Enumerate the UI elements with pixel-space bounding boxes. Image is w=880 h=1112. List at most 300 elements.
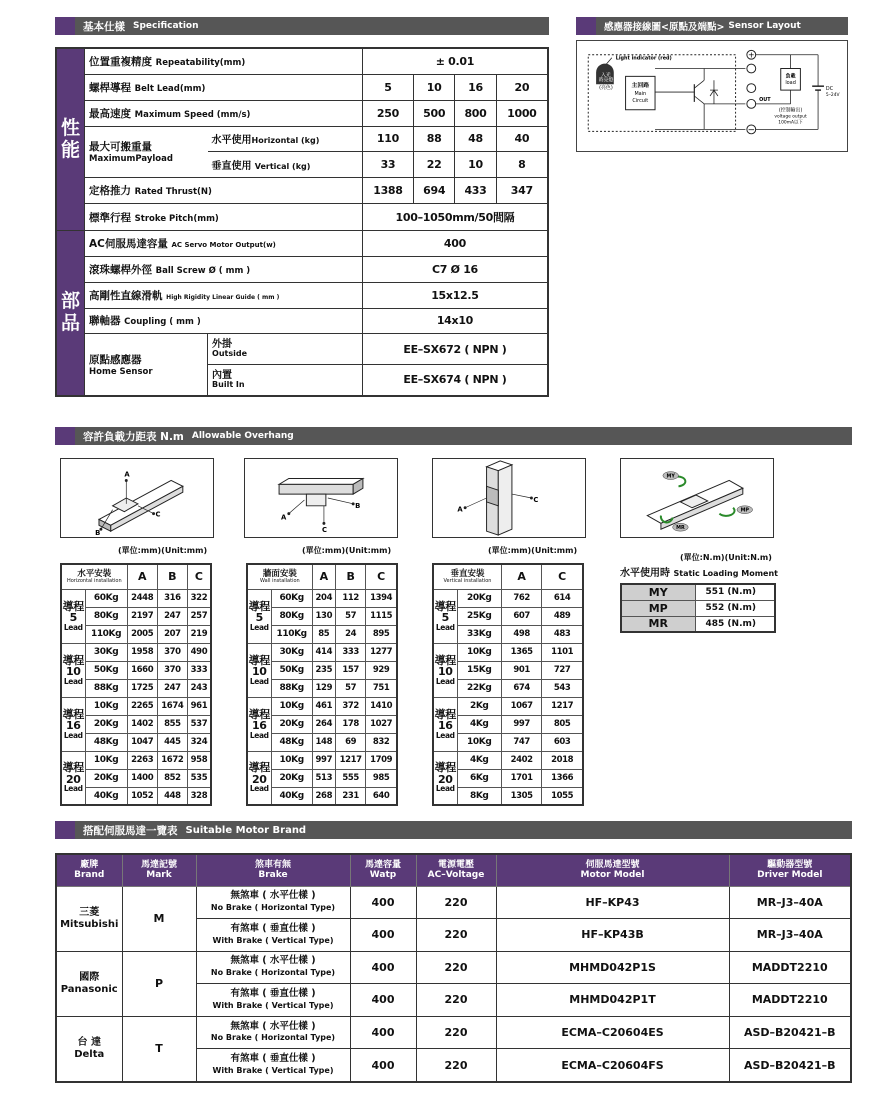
table-cell: 80Kg	[271, 607, 312, 625]
overhang-title: 容許負載力距表 N.m	[83, 430, 184, 443]
moment-key: MR	[621, 616, 695, 632]
outside-sensor-value: EE–SX672 ( NPN )	[362, 334, 548, 365]
brake-type: 有煞車 ( 垂直仕樣 )	[230, 922, 316, 934]
spec-title: 基本仕樣	[83, 20, 125, 33]
brake-type: 無煞車 ( 水平仕樣 )	[230, 955, 316, 967]
table-cell: 1410	[366, 697, 397, 715]
vertical-payload: 8	[496, 152, 548, 178]
table-cell: 85	[312, 625, 335, 643]
brake-type-en: With Brake ( Vertical Type)	[212, 1066, 334, 1076]
table-cell: 674	[501, 679, 541, 697]
motor-voltage: 220	[416, 1016, 496, 1049]
table-cell: 268	[312, 787, 335, 805]
motor-model: MHMD042P1T	[496, 984, 729, 1017]
motor-voltage: 220	[416, 951, 496, 984]
horizontal-install-label-en: Horizontal installation	[66, 577, 122, 584]
wall-install-diagram	[244, 458, 398, 538]
table-cell: 2402	[501, 751, 541, 769]
table-cell: 130	[312, 607, 335, 625]
control-output-en: voltage output	[774, 114, 807, 120]
table-cell: 555	[335, 769, 365, 787]
lead-char: 導程	[248, 653, 270, 667]
table-cell: 10Kg	[457, 733, 501, 751]
speed-value: 800	[455, 100, 496, 126]
horizontal-payload: 48	[455, 126, 496, 152]
lead-word: Lead	[435, 730, 455, 740]
lead-number: 10	[251, 665, 267, 679]
table-cell: 1055	[542, 787, 583, 805]
brand-name-en: Delta	[74, 1048, 105, 1060]
horizontal-payload: 40	[496, 126, 548, 152]
table-cell: 1660	[127, 661, 157, 679]
sensor-title: 感應器接線圖<原點及端點>	[604, 22, 725, 33]
ball-screw-label: 滾珠螺桿外徑	[89, 263, 153, 276]
home-sensor-label-en: Home Sensor	[89, 367, 153, 378]
vertical-install-diagram	[432, 458, 586, 538]
table-cell: 985	[366, 769, 397, 787]
thrust-value: 694	[414, 178, 455, 204]
brake-type: 無煞車 ( 水平仕樣 )	[230, 890, 316, 902]
sensor-title-en: Sensor Layout	[728, 21, 801, 31]
motor-watt: 400	[350, 919, 416, 952]
table-cell: 2265	[127, 697, 157, 715]
lead-number: 16	[437, 719, 453, 733]
driver-model: MADDT2210	[729, 984, 851, 1017]
table-cell: 1101	[542, 643, 583, 661]
table-cell: 1958	[127, 643, 157, 661]
table-cell: 997	[501, 715, 541, 733]
table-cell: 490	[187, 643, 211, 661]
speed-label: 最高速度	[89, 107, 132, 120]
vertical-install-label: 垂直安裝	[450, 569, 485, 579]
lead-word: Lead	[63, 622, 83, 632]
table-cell: 264	[312, 715, 335, 733]
vertical-payload: 10	[455, 152, 496, 178]
payload-label: 最大可搬重量	[89, 141, 153, 154]
header-motor-model: 伺服馬達型號	[585, 859, 640, 870]
ball-screw-label-en: Ball Screw Ø ( mm )	[155, 265, 251, 276]
table-cell: 1115	[366, 607, 397, 625]
lead-char: 導程	[62, 599, 84, 613]
table-cell: 324	[187, 733, 211, 751]
terminal-icon	[747, 84, 756, 93]
overhang-title-en: Allowable Overhang	[191, 431, 294, 441]
thrust-value: 347	[496, 178, 548, 204]
table-cell: 929	[366, 661, 397, 679]
rotation-arrow-icon	[719, 508, 734, 516]
dc-voltage: 5–24V	[825, 93, 840, 98]
thrust-label-en: Rated Thrust(N)	[134, 187, 212, 198]
table-cell: 448	[157, 787, 187, 805]
table-cell: 48Kg	[271, 733, 312, 751]
vertical-label: 垂直使用	[211, 161, 252, 173]
table-cell: 30Kg	[271, 643, 312, 661]
table-cell: 333	[187, 661, 211, 679]
driver-model: MADDT2210	[729, 951, 851, 984]
table-cell: 204	[312, 589, 335, 607]
motor-watt: 400	[350, 886, 416, 919]
speed-value: 1000	[496, 100, 548, 126]
lead-number: 16	[251, 719, 267, 733]
lead-label: 螺桿導程	[89, 81, 132, 94]
lead-char: 導程	[62, 761, 84, 775]
table-cell: 69	[335, 733, 365, 751]
main-circuit-cn: 主回路	[631, 83, 650, 90]
table-cell: 10Kg	[85, 751, 127, 769]
spec-section-bar	[55, 17, 549, 35]
motor-watt: 400	[350, 951, 416, 984]
table-cell: 235	[312, 661, 335, 679]
lead-number: 20	[65, 772, 81, 786]
lead-char: 導程	[62, 707, 84, 721]
brake-type-en: No Brake ( Horizontal Type)	[210, 1033, 336, 1043]
driver-model: MR–J3–40A	[729, 919, 851, 952]
table-cell: 1277	[366, 643, 397, 661]
moment-key: MY	[621, 584, 695, 600]
motor-output-label-en: AC Servo Motor Output(w)	[171, 241, 276, 250]
table-cell: 762	[501, 589, 541, 607]
in-light-label: 入光	[601, 72, 611, 79]
table-cell: 110Kg	[271, 625, 312, 643]
table-cell: 60Kg	[85, 589, 127, 607]
lead-word: Lead	[435, 784, 455, 794]
lead-word: Lead	[63, 784, 83, 794]
table-cell: 20Kg	[271, 769, 312, 787]
horizontal-payload: 110	[362, 126, 413, 152]
table-cell: 4Kg	[457, 751, 501, 769]
table-cell: 414	[312, 643, 335, 661]
stroke-label: 標準行程	[89, 211, 132, 224]
table-cell: 607	[501, 607, 541, 625]
overhang-section-bar	[55, 427, 852, 445]
rotation-arrow-icon	[677, 477, 686, 487]
table-cell: 10Kg	[457, 643, 501, 661]
table-cell: 247	[157, 679, 187, 697]
vertical-payload: 33	[362, 152, 413, 178]
col-a-header: A	[127, 564, 157, 589]
outside-label-en: Outside	[212, 349, 248, 359]
table-cell: 4Kg	[457, 715, 501, 733]
table-cell: 489	[542, 607, 583, 625]
minus-sign: −	[747, 125, 755, 136]
coupling-value: 14x10	[362, 308, 548, 334]
table-cell: 543	[542, 679, 583, 697]
coupling-label-en: Coupling ( mm )	[124, 317, 201, 328]
table-cell: 997	[312, 751, 335, 769]
spec-title-en: Specification	[133, 21, 199, 31]
category-performance: 性能	[56, 48, 85, 231]
horizontal-payload: 88	[414, 126, 455, 152]
table-cell: 640	[366, 787, 397, 805]
motor-mark: T	[122, 1016, 196, 1082]
spec-table	[55, 47, 549, 397]
table-cell: 805	[542, 715, 583, 733]
terminal-icon	[747, 64, 756, 73]
section-accent	[576, 17, 596, 35]
table-cell: 614	[542, 589, 583, 607]
table-cell: 832	[366, 733, 397, 751]
axis-b-letter: B	[95, 529, 101, 538]
builtin-label: 內置	[212, 369, 233, 381]
table-cell: 316	[157, 589, 187, 607]
lead-word: Lead	[249, 676, 269, 686]
payload-label-en: MaximumPayload	[89, 154, 173, 165]
moment-title	[620, 564, 778, 579]
brand-name: 三菱	[79, 906, 100, 918]
lead-word: Lead	[435, 676, 455, 686]
table-cell: 895	[366, 625, 397, 643]
lead-word: Lead	[435, 622, 455, 632]
table-cell: 855	[157, 715, 187, 733]
lead-word: Lead	[63, 676, 83, 686]
my-marker: MY	[666, 473, 675, 480]
brand-name-en: Mitsubishi	[60, 918, 119, 930]
section-accent	[55, 821, 75, 839]
linear-guide-label-en: High Rigidity Linear Guide ( mm )	[166, 293, 280, 301]
stroke-value: 100–1050mm/50間隔	[362, 203, 548, 230]
table-cell: 33Kg	[457, 625, 501, 643]
header-driver-model-en: Driver Model	[757, 870, 823, 881]
motor-model: HF–KP43	[496, 886, 729, 919]
builtin-label-en: Built In	[212, 379, 245, 389]
table-cell: 207	[157, 625, 187, 643]
table-cell: 1400	[127, 769, 157, 787]
table-cell: 2005	[127, 625, 157, 643]
table-cell: 20Kg	[271, 715, 312, 733]
table-cell: 60Kg	[271, 589, 312, 607]
axis-a-letter: A	[457, 505, 463, 514]
horizontal-install-label: 水平安裝	[77, 569, 112, 579]
motor-section-bar	[55, 821, 852, 839]
table-cell: 372	[335, 697, 365, 715]
horizontal-label-en: Horizontal (kg)	[251, 136, 320, 146]
col-c-header: C	[542, 564, 583, 589]
vertical-payload: 22	[414, 152, 455, 178]
table-cell: 901	[501, 661, 541, 679]
table-cell: 370	[157, 643, 187, 661]
table-cell: 22Kg	[457, 679, 501, 697]
lead-word: Lead	[249, 622, 269, 632]
in-light-label-2: 時亮燈	[598, 77, 614, 84]
table-cell: 10Kg	[85, 697, 127, 715]
driver-model: MR–J3–40A	[729, 886, 851, 919]
table-cell: 461	[312, 697, 335, 715]
lead-word: Lead	[63, 730, 83, 740]
motor-mark: M	[122, 886, 196, 951]
section-accent	[55, 17, 75, 35]
axis-a-letter: A	[281, 513, 287, 522]
table-cell: 1217	[335, 751, 365, 769]
table-cell: 445	[157, 733, 187, 751]
lead-value: 20	[496, 75, 548, 101]
lead-number: 10	[437, 665, 453, 679]
unit-label: (單位:mm)(Unit:mm)	[118, 546, 208, 555]
table-cell: 157	[335, 661, 365, 679]
table-cell: 112	[335, 589, 365, 607]
lead-number: 20	[251, 772, 267, 786]
lead-number: 16	[65, 719, 81, 733]
table-cell: 1366	[542, 769, 583, 787]
motor-voltage: 220	[416, 1049, 496, 1082]
vertical-overhang-table	[432, 563, 584, 806]
table-cell: 20Kg	[457, 589, 501, 607]
table-cell: 2448	[127, 589, 157, 607]
motor-voltage: 220	[416, 919, 496, 952]
moment-title-en: Static Loading Moment	[673, 569, 778, 578]
table-cell: 1217	[542, 697, 583, 715]
table-cell: 2197	[127, 607, 157, 625]
unit-label: (單位:mm)(Unit:mm)	[302, 546, 392, 555]
table-cell: 1067	[501, 697, 541, 715]
table-cell: 498	[501, 625, 541, 643]
table-cell: 257	[187, 607, 211, 625]
table-cell: 88Kg	[85, 679, 127, 697]
table-cell: 30Kg	[85, 643, 127, 661]
table-cell: 328	[187, 787, 211, 805]
col-c-header: C	[187, 564, 211, 589]
motor-voltage: 220	[416, 886, 496, 919]
header-mark-en: Mark	[146, 870, 172, 881]
outside-label: 外掛	[212, 339, 233, 351]
axis-c-letter: C	[155, 510, 161, 519]
motor-title-en: Suitable Motor Brand	[185, 824, 307, 836]
lead-char: 導程	[434, 707, 456, 721]
stroke-label-en: Stroke Pitch(mm)	[134, 213, 219, 224]
col-a-header: A	[312, 564, 335, 589]
driver-model: ASD–B20421–B	[729, 1049, 851, 1082]
table-cell: 129	[312, 679, 335, 697]
lead-value: 5	[362, 75, 413, 101]
table-cell: 148	[312, 733, 335, 751]
lead-char: 導程	[434, 653, 456, 667]
table-cell: 2Kg	[457, 697, 501, 715]
table-cell: 247	[157, 607, 187, 625]
lead-value: 10	[414, 75, 455, 101]
motor-voltage: 220	[416, 984, 496, 1017]
unit-label: (單位:N.m)(Unit:N.m)	[680, 553, 772, 562]
table-cell: 15Kg	[457, 661, 501, 679]
motor-model: MHMD042P1S	[496, 951, 729, 984]
brand-name-en: Panasonic	[60, 983, 118, 995]
table-cell: 513	[312, 769, 335, 787]
table-cell: 2263	[127, 751, 157, 769]
table-cell: 1052	[127, 787, 157, 805]
brand-name: 台 達	[77, 1036, 101, 1048]
table-cell: 370	[157, 661, 187, 679]
col-a-header: A	[501, 564, 541, 589]
table-cell: 40Kg	[271, 787, 312, 805]
table-cell: 535	[187, 769, 211, 787]
lead-char: 導程	[248, 599, 270, 613]
control-output-cn: (控制輸出)	[778, 107, 803, 114]
table-cell: 1672	[157, 751, 187, 769]
lead-number: 5	[441, 611, 449, 625]
thrust-label: 定格推力	[89, 185, 132, 198]
table-cell: 1701	[501, 769, 541, 787]
repeat-label: 位置重複精度	[89, 56, 153, 69]
motor-model: ECMA–C20604ES	[496, 1016, 729, 1049]
vertical-label-en: Vertical (kg)	[254, 162, 311, 172]
table-cell: 747	[501, 733, 541, 751]
lead-word: Lead	[249, 784, 269, 794]
table-cell: 333	[335, 643, 365, 661]
table-cell: 50Kg	[85, 661, 127, 679]
table-cell: 852	[157, 769, 187, 787]
motor-output-label: AC伺服馬達容量	[89, 238, 168, 251]
axis-c-letter: C	[533, 495, 539, 504]
motor-brand-table	[55, 853, 852, 1083]
motor-title: 搭配伺服馬達一覽表	[83, 824, 178, 837]
motor-model: ECMA–C20604FS	[496, 1049, 729, 1082]
header-motor-model-en: Motor Model	[580, 870, 645, 881]
horizontal-label: 水平使用	[211, 135, 252, 147]
horizontal-overhang-table	[60, 563, 212, 806]
table-cell: 6Kg	[457, 769, 501, 787]
moment-key: MP	[621, 600, 695, 616]
brake-type: 有煞車 ( 垂直仕樣 )	[230, 988, 316, 1000]
lead-char: 導程	[248, 761, 270, 775]
table-cell: 25Kg	[457, 607, 501, 625]
dc-label: DC	[825, 86, 834, 93]
header-driver-model: 驅動器型號	[767, 859, 813, 870]
header-voltage: 電源電壓	[437, 859, 474, 870]
lead-value: 16	[455, 75, 496, 101]
brake-type-en: With Brake ( Vertical Type)	[212, 935, 334, 945]
mr-marker: MR	[676, 525, 685, 532]
table-cell: 110Kg	[85, 625, 127, 643]
brake-type: 無煞車 ( 水平仕樣 )	[230, 1020, 316, 1032]
table-cell: 1047	[127, 733, 157, 751]
lead-char: 導程	[434, 761, 456, 775]
table-cell: 10Kg	[271, 751, 312, 769]
header-watt-en: Watp	[369, 870, 397, 881]
table-cell: 80Kg	[85, 607, 127, 625]
table-cell: 961	[187, 697, 211, 715]
table-cell: 322	[187, 589, 211, 607]
table-cell: 40Kg	[85, 787, 127, 805]
table-cell: 751	[366, 679, 397, 697]
table-cell: 20Kg	[85, 715, 127, 733]
moment-diagram	[620, 458, 774, 538]
moment-value: 552 (N.m)	[695, 600, 775, 616]
terminal-out-icon	[747, 99, 756, 108]
brand-name: 國際	[79, 971, 100, 983]
linear-guide-value: 15x12.5	[362, 282, 548, 308]
lead-char: 導程	[248, 707, 270, 721]
speed-value: 250	[362, 100, 413, 126]
motor-model: HF–KP43B	[496, 919, 729, 952]
table-cell: 727	[542, 661, 583, 679]
main-circuit-en-2: Circuit	[632, 97, 649, 104]
brake-type-en: No Brake ( Horizontal Type)	[210, 968, 336, 978]
moment-title-cn: 水平使用時	[620, 568, 670, 579]
motor-watt: 400	[350, 984, 416, 1017]
in-light-label-3: (亮色)	[599, 85, 613, 92]
table-cell: 57	[335, 679, 365, 697]
repeat-value: ± 0.01	[362, 48, 548, 75]
table-cell: 10Kg	[271, 697, 312, 715]
sensor-wiring-diagram	[576, 40, 848, 152]
thrust-value: 433	[455, 178, 496, 204]
wall-overhang-table	[246, 563, 398, 806]
repeat-label-en: Repeatability(mm)	[155, 58, 246, 69]
header-voltage-en: AC–Voltage	[427, 870, 485, 881]
table-cell: 8Kg	[457, 787, 501, 805]
motor-watt: 400	[350, 1016, 416, 1049]
brake-type: 有煞車 ( 垂直仕樣 )	[230, 1053, 316, 1065]
table-cell: 48Kg	[85, 733, 127, 751]
table-cell: 231	[335, 787, 365, 805]
